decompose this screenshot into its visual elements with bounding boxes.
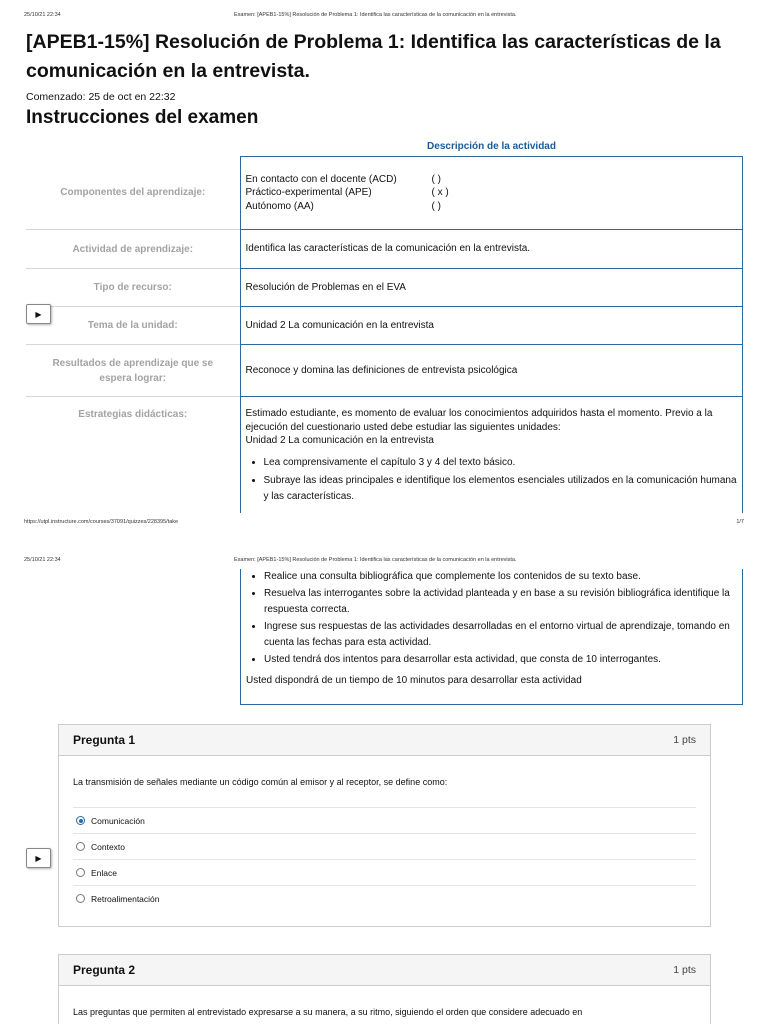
- unit-label: Tema de la unidad:: [26, 307, 240, 345]
- quiz-title: [APEB1-15%] Resolución de Problema 1: Identifica las características de la comunicación en la entrevista.: [26, 31, 721, 82]
- print-title: Examen: [APEB1-15%] Resolución de Problema 1: Identifica las características de la comunicación en la entrevista.: [234, 557, 517, 563]
- results-label: Resultados de aprendizaje que se espera lograr:: [26, 345, 240, 397]
- components-label: Componentes del aprendizaje:: [60, 187, 206, 199]
- unit-value: Unidad 2 La comunicación en la entrevista: [240, 307, 743, 345]
- question-points: 1 pts: [673, 734, 696, 746]
- time-note: Usted dispondrá de un tiempo de 10 minutos para desarrollar esta actividad: [246, 675, 582, 686]
- question-body: [59, 986, 710, 1024]
- results-value: Reconoce y domina las definiciones de entrevista psicológica: [240, 345, 743, 397]
- list-item: • Subraye las ideas principales e identifique los elementos esenciales utilizados en la comunicación humana y las características.: [264, 473, 738, 505]
- list-item: • Resuelva las interrogantes sobre la actividad planteada y en base a su revisión bibliográfica identifique la respuesta correcta.: [264, 586, 737, 618]
- question-2: [58, 954, 711, 1024]
- question-text: La transmisión de señales mediante un código común al emisor y al receptor, se define como:: [73, 777, 448, 787]
- answer-option[interactable]: [73, 885, 696, 911]
- answer-label: Contexto: [91, 841, 126, 852]
- question-header: [59, 725, 710, 756]
- list-item: • Usted tendrá dos intentos para desarrollar esta actividad, que consta de 10 interrogantes.: [264, 652, 737, 668]
- answer-option[interactable]: [73, 807, 696, 833]
- instructions-title: Instrucciones del examen: [26, 107, 259, 128]
- list-item: • Lea comprensivamente el capítulo 3 y 4 del texto básico.: [264, 455, 738, 471]
- radio[interactable]: [76, 868, 85, 877]
- page-url: https://utpl.instructure.com/courses/37091/quizzes/228395/take: [24, 519, 179, 525]
- play-icon: ▶: [35, 853, 42, 863]
- strategies-list: [264, 455, 738, 505]
- answer-option[interactable]: [73, 833, 696, 859]
- activity-table: [26, 156, 743, 513]
- pdf-header: [24, 12, 744, 20]
- pdf-header: [24, 557, 744, 565]
- activity-description-header: Descripción de la actividad: [427, 141, 556, 152]
- pdf-footer: [24, 519, 744, 527]
- print-title: Examen: [APEB1-15%] Resolución de Problema 1: Identifica las características de la comunicación en la entrevista.: [234, 12, 517, 18]
- question-body: [59, 756, 710, 911]
- page-number: 1/7: [736, 519, 744, 525]
- answer-label: Enlace: [91, 867, 117, 878]
- strategies-list: [264, 569, 737, 668]
- components-value: En contacto con el docente (ACD) ( ) Práctico-experimental (APE) ( x ) Autónomo (AA) ( ): [240, 157, 743, 230]
- play-button[interactable]: [26, 848, 51, 868]
- answer-option[interactable]: [73, 859, 696, 885]
- question-text: Las preguntas que permiten al entrevistado expresarse a su manera, a su ritmo, siguiendo el orden que considere adecuado en: [73, 1007, 583, 1017]
- list-item: • Realice una consulta bibliográfica que complemente los contenidos de su texto base.: [264, 569, 737, 585]
- strategies-value: [240, 397, 743, 513]
- print-date: 25/10/21 22:34: [24, 12, 61, 18]
- radio[interactable]: [76, 842, 85, 851]
- answer-label: Comunicación: [91, 815, 145, 826]
- list-item: • Ingrese sus respuestas de las actividades desarrolladas en el entorno virtual de aprendizaje, tomando en cuenta las fechas para esta actividad.: [264, 619, 737, 651]
- question-title: Pregunta 1: [73, 733, 136, 747]
- strategies-continued: [240, 569, 743, 705]
- resource-value: Resolución de Problemas en el EVA: [240, 269, 743, 307]
- strategies-intro: Estimado estudiante, es momento de evaluar los conocimientos adquiridos hasta el momento. Previo a la ejecución del cuestionario usted debe estudiar las siguientes unidades:: [245, 408, 713, 433]
- radio[interactable]: [76, 894, 85, 903]
- activity-label: Actividad de aprendizaje:: [26, 230, 240, 269]
- question-1: [58, 724, 711, 927]
- print-date: 25/10/21 22:34: [24, 557, 61, 563]
- question-points: 1 pts: [673, 964, 696, 976]
- question-header: [59, 955, 710, 986]
- play-icon: ▶: [35, 309, 42, 319]
- strategies-label: Estrategias didácticas:: [26, 397, 240, 513]
- activity-value: Identifica las características de la comunicación en la entrevista.: [240, 230, 743, 269]
- play-button[interactable]: [26, 304, 51, 324]
- started-time: Comenzado: 25 de oct en 22:32: [26, 91, 176, 103]
- radio-selected[interactable]: [76, 816, 85, 825]
- question-title: Pregunta 2: [73, 963, 136, 977]
- resource-label: Tipo de recurso:: [26, 269, 240, 307]
- strategies-unit: Unidad 2 La comunicación en la entrevista: [245, 435, 434, 446]
- answer-label: Retroalimentación: [91, 893, 160, 904]
